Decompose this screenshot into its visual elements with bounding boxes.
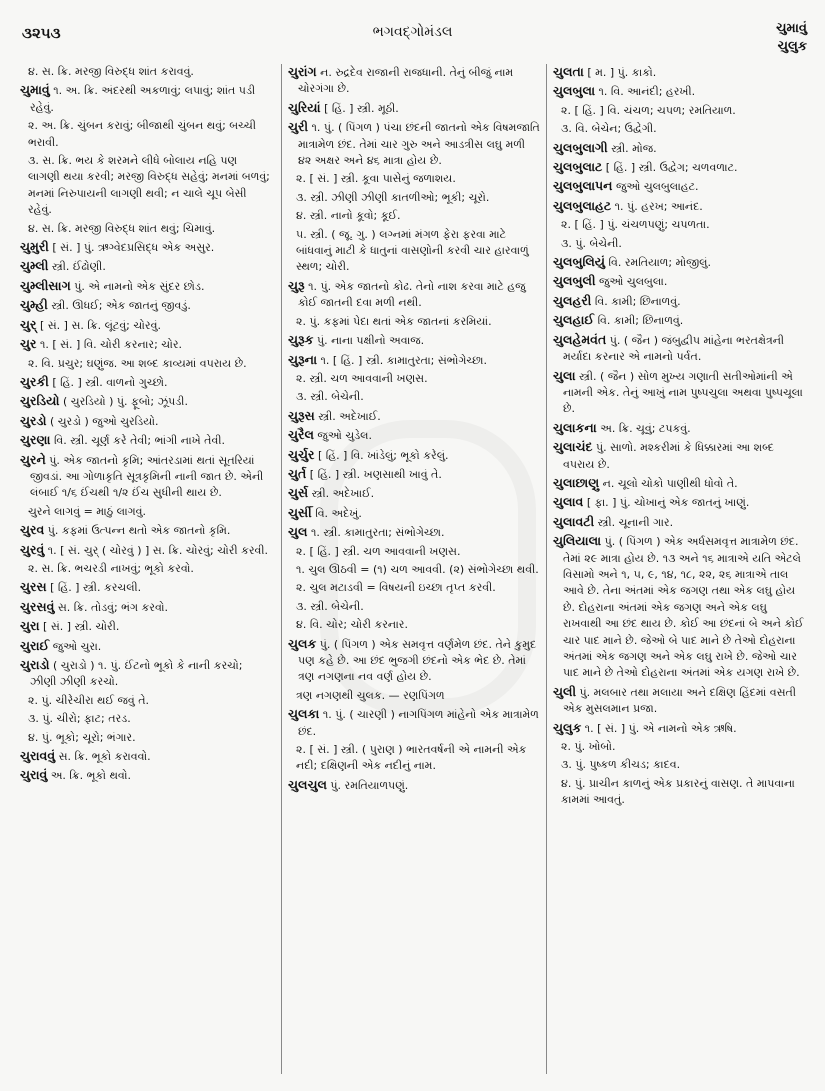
definition-text: સ્ત્રી. ચૂનાની ગાર.: [597, 515, 674, 529]
definition-text: વિ. અદેખું.: [315, 506, 362, 520]
headword: ચુરિયાં: [288, 99, 321, 115]
dictionary-entry: [288, 227, 541, 276]
dictionary-entry: [553, 140, 807, 157]
definition-text: ૪. સ. ક્રિ. મરજી વિરુદ્ધ શાંત થવું; ચિમાવું.: [28, 221, 216, 235]
headword: ચુરડો: [20, 412, 47, 428]
definition-text: [ હિં. ] સ્ત્રી. વાળનો ગુચ્છો.: [52, 375, 168, 389]
headword: ચુરૂના: [288, 351, 318, 367]
dictionary-entry: [20, 730, 272, 746]
definition-text: વિ. કામી; છિનાળવું.: [594, 294, 681, 308]
definition-text: ૩. સ્ત્રી. બેચેની.: [296, 390, 364, 404]
definition-text: ૧. પું. એક જાતનો કોઢ. તેનો નાશ કરવા માટે હજુ કોઈ જાતની દવા મળી નથી.: [298, 279, 526, 310]
headword: ચુમ્હી: [20, 297, 48, 313]
headword: ચુલાકના: [553, 419, 597, 435]
dictionary-entry: [288, 544, 541, 560]
headword: ચુરાવું: [20, 767, 48, 783]
dictionary-entry: [20, 504, 272, 520]
dictionary-entry: [20, 561, 272, 577]
dictionary-entry: [553, 420, 807, 437]
headword: ચુરૂ: [288, 277, 305, 293]
dictionary-entry: [288, 447, 541, 464]
definition-text: ૩. પું. બેચેની.: [561, 236, 622, 250]
dictionary-entry: [553, 273, 807, 290]
dictionary-entry: [20, 118, 272, 151]
definition-text: ૨. [ સં. ] સ્ત્રી. ( પુરાણ ) ભારતવર્ષની એ નામની એક નદી; દક્ષિણની એક નદીનું નામ.: [296, 743, 527, 773]
dictionary-entry: [553, 217, 807, 233]
dictionary-entry: [288, 314, 541, 330]
dictionary-entry: [288, 64, 541, 98]
headword: ચુલુક: [553, 719, 582, 735]
definition-text: ૪. વિ. ચોર; ચોરી કરનાર.: [296, 618, 408, 632]
dictionary-entry: [20, 82, 272, 116]
dictionary-entry: [288, 636, 541, 686]
definition-text: ૪. પું. ભૂકો; ચૂરો; ભંગાર.: [28, 730, 136, 744]
headword: ચુરૈલ: [288, 427, 314, 443]
headword: ચુલાવટી: [553, 513, 595, 529]
definition-text: વિ. રમતિયાળ; મોજીલું.: [608, 256, 711, 270]
dictionary-entry: [553, 236, 807, 252]
definition-text: ૩. વિ. બેચેન; ઉદ્વેગી.: [561, 122, 657, 136]
definition-text: [ હિં. ] વિ. ખાંડેલું; ભૂકો કરેલું.: [317, 448, 449, 462]
dictionary-entry: [553, 368, 807, 418]
definition-text: ૨. [ હિં. ] સ્ત્રી. ચળ આવવાની ખણસ.: [296, 544, 461, 558]
dictionary-entry: [553, 533, 807, 682]
headword: ચુરૂસ: [288, 407, 315, 423]
definition-text: ન. ચૂલો ચોકો પાણીથી ધોવો તે.: [602, 476, 738, 490]
dictionary-entry: [553, 103, 807, 119]
definition-text: ૨. પું. ચીરેચીરા થઈ જવું તે.: [28, 693, 150, 707]
dictionary-entry: [288, 389, 541, 405]
definition-text: ૧. [ સં. ] વિ. ચોરી કરનાર; ચોર.: [39, 338, 183, 352]
definition-text: ન. રુદ્રદેવ રાજાની રાજધાની. તેનું બીજું નામ ચોરગંગા છે.: [298, 66, 514, 96]
headword: ચુલાછાણુ: [553, 474, 600, 490]
definition-text: ૨. સ. ક્રિ. ભચરડી નાખવું; ભૂકો કરવો.: [28, 561, 194, 575]
dictionary-entry: [288, 706, 541, 740]
definition-text: ૫. સ્ત્રી. ( જૂ. ગુ. ) લગ્નમાં મંગળ ફેરા ફરવા માટે બાંધવાનું માટી કે ધાતુનાં વાસણોની કરવી ચાર હારવાળું સ્થળ; ચોરી.: [296, 227, 529, 274]
dictionary-entry: [553, 720, 807, 737]
dictionary-entry: [553, 121, 807, 137]
column-1: [20, 64, 272, 1084]
dictionary-entry: [20, 278, 272, 295]
headword: ચુલબુલી: [553, 273, 596, 289]
definition-text: ૧. વિ. આનંદી; હરખી.: [598, 85, 696, 99]
dictionary-entry: [20, 711, 272, 727]
headword: ચુમાવું: [20, 82, 50, 98]
definition-text: ૧. ચુલ ઊઠવી = (૧) ચળ આવવી. (૨) સંભોગેચ્છા થવી.: [296, 562, 539, 576]
definition-text: અ. ક્રિ. ચૂવું; ટપકવું.: [600, 421, 691, 435]
headword: ચુલતા: [553, 64, 584, 79]
headword: ચુલબુલાટ: [553, 159, 603, 175]
definition-text: પું. ( જૈન ) જંબુદ્વીપ માંહેના ભરતક્ષેત્રની મર્યાદા કરનાર એ નામનો પર્વત.: [563, 333, 785, 364]
definition-text: ૧. પું. ( પિંગળ ) પંચા છંદની જાતનો એક વિષમજાતિ માત્રામેળ છંદ. તેમાં ચાર ગુરુ અને આડત્રીસ લઘુ મળી ૪૨ અક્ષર અને ૪૬ માત્રા હોય છે.: [298, 121, 540, 168]
definition-text: ૨. [ હિં. ] પું. ચંચળપણું; ચપળતા.: [561, 218, 710, 232]
headword: ચુલક: [288, 635, 317, 651]
definition-text: પું. રમતિયાળપણું.: [330, 778, 409, 792]
definition-text: ત્રણ નગણથી ચુલક. — રણપિંગળ: [296, 688, 445, 702]
dictionary-entry: [20, 317, 272, 334]
headword: ચુર્સી: [288, 504, 312, 520]
definition-text: સ્ત્રી. ઊધઈ; એક જાતનું જીવડું.: [51, 299, 191, 313]
dictionary-entry: [20, 374, 272, 391]
definition-text: સ્ત્રી. અદેખાઈ.: [318, 409, 381, 423]
dictionary-entry: [288, 485, 541, 502]
dictionary-entry: [288, 427, 541, 444]
headword: ચુલાચંદ: [553, 439, 593, 455]
definition-text: ૧. પું. હરખ; આનંદ.: [614, 199, 703, 213]
definition-text: ૧. પું. ( ચારણી ) નાગપિંગળ માંહેનો એક માત્રામેળ છંદ.: [298, 708, 539, 738]
definition-text: [ ફા. ] પું. ચોખાનું એક જાતનું ખાણું.: [586, 496, 750, 510]
definition-text: સ. ક્રિ. તોડવું; ભંગ કરવો.: [57, 600, 169, 614]
headword: ચુલ: [288, 524, 308, 540]
headword: ચુર્: [20, 316, 37, 332]
dictionary-entry: [20, 657, 272, 691]
definition-text: જુઓ ચુલબુલા.: [599, 275, 668, 289]
headword: ચુરડિયો: [20, 393, 60, 409]
headword: ચુરણા: [20, 432, 51, 448]
headword: ચુરૂક: [288, 332, 314, 348]
definition-text: ૧. અ. ક્રિ. અંદરથી અકળાવું; લપાવું; શાંત પડી રહેવું.: [30, 84, 256, 114]
dictionary-entry: [553, 159, 807, 176]
headword: ચુલબુલા: [553, 83, 596, 99]
dictionary-entry: [288, 352, 541, 369]
dictionary-entry: [553, 776, 807, 809]
dictionary-entry: [288, 190, 541, 206]
dictionary-entry: [288, 505, 541, 522]
dictionary-entry: [288, 208, 541, 224]
definition-text: ૩. સ્ત્રી. બેચેની.: [296, 599, 364, 613]
definition-text: ૪. સ્ત્રી. નાનો કૂવો; કૂઈ.: [296, 209, 401, 223]
definition-text: ૪. પું. પ્રાચીન કાળનું એક પ્રકારનું વાસણ. તે માપવાના કામમાં આવતું.: [561, 776, 795, 807]
dictionary-entry: [20, 748, 272, 765]
definition-text: સ્ત્રી. મોજ.: [611, 141, 657, 155]
dictionary-entry: [553, 494, 807, 511]
definition-text: જુઓ ચુલબુલાહટ.: [615, 180, 699, 194]
column-3: [553, 64, 807, 1084]
dictionary-entry: [20, 618, 272, 635]
headword: ચુર્સ: [288, 485, 309, 501]
dictionary-entry: [20, 297, 272, 314]
dictionary-entry: [553, 475, 807, 492]
dictionary-entry: [288, 171, 541, 187]
dictionary-entry: [20, 356, 272, 372]
definition-text: [ સં. ] પું. ઋગ્વેદપ્રસિદ્ધ એક અસુર.: [52, 241, 215, 255]
column-divider: [281, 64, 282, 1074]
headword: ચુલિયાલા: [553, 533, 602, 549]
dictionary-entry: [553, 178, 807, 195]
page-number: ૩૨૫૩: [22, 24, 61, 42]
dictionary-entry: [288, 617, 541, 633]
headword: ચુરસવું: [20, 598, 55, 614]
headword: ચુમ્લીસાગ: [20, 277, 71, 293]
definition-text: ૨. ચુલ મટાડવી = વિષયની ઇચ્છા તૃપ્ત કરવી.: [296, 581, 496, 595]
page-title: ભગવદ્ગોમંડલ: [372, 24, 453, 40]
dictionary-entry: [288, 580, 541, 596]
column-2: [288, 64, 541, 1084]
dictionary-entry: [553, 64, 807, 81]
definition-text: વિ. કામી; છિનાળવું.: [597, 314, 684, 328]
definition-text: પું. નાના પક્ષીનો અવાજ.: [316, 334, 425, 348]
definition-text: ( ચુરાડો ) ૧. પું. ઈંટનો ભૂકો કે નાની કરચો; ઝીણી ઝીણી કરચો.: [30, 659, 243, 689]
headword: ચુરાંગ: [288, 64, 317, 79]
definition-text: [ મ. ] પું. કાકો.: [587, 66, 657, 79]
dictionary-entry: [288, 742, 541, 775]
definition-text: [ હિં. ] સ્ત્રી. ઉદ્વેગ; ચળવળાટ.: [605, 161, 738, 175]
definition-text: પું. મલબાર તથા મલાયા અને દક્ષિણ હિંદમાં વસતી એક મુસલમાન પ્રજા.: [563, 685, 796, 716]
headword: ચુલચુલ: [288, 776, 327, 792]
dictionary-entry: [288, 119, 541, 169]
dictionary-entry: [20, 64, 272, 80]
definition-text: [ હિં. ] સ્ત્રી. ખણસાથી ખાવું તે.: [309, 467, 442, 481]
dictionary-entry: [20, 767, 272, 784]
definition-text: ( ચુરડો ) જુઓ ચુરડિયો.: [49, 414, 159, 428]
definition-text: ૨. વિ. પ્રચુર; ઘણુંજ. આ શબ્દ કાવ્યમાં વપરાય છે.: [28, 356, 247, 370]
headword: ચુલબુલિયું: [553, 254, 606, 270]
definition-text: પું. સાળો. મશ્કરીમાં કે ધિક્કારમાં આ શબ્દ વપરાય છે.: [563, 441, 774, 471]
headword: ચુરને: [20, 451, 46, 467]
dictionary-entry: [20, 579, 272, 596]
headword: ચુરકી: [20, 373, 49, 389]
headword: ચુરાડો: [20, 657, 50, 672]
dictionary-entry: [553, 739, 807, 755]
dictionary-entry: [20, 693, 272, 709]
headword: ચુમ્લી: [20, 258, 49, 274]
definition-text: સ્ત્રી. અદેખાઈ.: [311, 487, 375, 501]
definition-text: સ્ત્રી. ઈંઢોણી.: [51, 260, 106, 274]
definition-text: ૩. સ્ત્રી. ઝીણી ઝીણી કાતળીઓ; ભૂકી; ચૂરો.: [296, 190, 490, 204]
definition-text: જુઓ ચુડેલ.: [317, 429, 372, 443]
dictionary-entry: [20, 393, 272, 410]
definition-text: ૨. સ્ત્રી. ચળ આવવાની ખણસ.: [296, 371, 428, 385]
headword: ચુરવ: [20, 522, 45, 538]
dictionary-entry: [20, 336, 272, 353]
definition-text: ૨. પું. ખોબો.: [561, 740, 616, 754]
dictionary-entry: [20, 599, 272, 616]
definition-text: વિ. સ્ત્રી. ચૂર્ણ કરે તેવી; ભાંગી નાખે તેવી.: [53, 434, 225, 448]
definition-text: પું. ( પિંગળ ) એક અર્ધસમવૃત્ત માત્રામેળ છંદ. તેમાં ૨૯ માત્રા હોય છે. ૧૩ અને ૧૬ માત્રાએ યતિ એટલે વિસામો અને ૧, ૫, ૯, ૧૪, ૧૮, ૨૨, ૨૬ માત્રાએ તાલ આવે છે. તેના અંતમાં એક જગણ તથા એક લઘુ હોય છે. દોહરાના અંતમાં એક જગણ અને એક લઘુ રાખવાથી આ છંદ થાય છે. કોઈ આ છંદનાં બે અને કોઈ ચાર પાદ માને છે. જેઓ બે પાદ માને છે તેઓ દોહરાના અંતમાં એક જગણ અને એક લઘુ રાખે છે. જેઓ ચાર પાદ માને છે તેઓ દોહરાના અંતમાં એક યગણ રાખે છે.: [563, 535, 804, 680]
dictionary-entry: [553, 684, 807, 718]
definition-text: અ. ક્રિ. ભૂકો થવો.: [50, 769, 132, 783]
headword: ચુલબુલાપન: [553, 178, 613, 194]
headword: ચુરવું: [20, 541, 45, 557]
headword: ચુલહાઈ: [553, 312, 595, 328]
dictionary-entry: [288, 332, 541, 349]
dictionary-entry: [20, 542, 272, 559]
definition-text: ૧. સ્ત્રી. કામાતુરતા; સંભોગેચ્છા.: [310, 526, 445, 540]
definition-text: [ હિં. ] સ્ત્રી. મૂઠી.: [324, 101, 399, 115]
headword: ચુરાઈ: [20, 637, 50, 653]
definition-text: પું. એક જાતનો કૃમિ; આંતરડામાં થતાં સૂતરિયાં જીવડાં. આ ગોળાકૃતિ સૂત્રકૃમિની નાની જાત છે. એની લંબાઈ ૧/૬ ઈંચથી ૧/૨ ઈંચ સુધીની થાય છે.: [30, 453, 264, 500]
dictionary-entry: [553, 332, 807, 366]
headword: ચુરાવવું: [20, 748, 56, 764]
dictionary-entry: [288, 777, 541, 794]
definition-text: ૩. સ. ક્રિ. ભય કે શરમને લીધે બોલાય નહિ પણ લાગણી થયા કરવી; મરજી વિરુદ્ધ સહેવું; મનમાં બળવું; મનમાં નિરુપાયની લાગણી થવી; ન ચાલે ચૂપ બેસી રહેવું.: [28, 154, 270, 217]
definition-text: પું. કફમાં ઉત્પન્ન થતો એક જાતનો કૃમિ.: [47, 524, 231, 538]
guide-word-last: ચુલુક: [777, 39, 807, 54]
dictionary-entry: [288, 100, 541, 117]
dictionary-entry: [20, 258, 272, 275]
dictionary-entry: [288, 466, 541, 483]
definition-text: [ સં. ] સ્ત્રી. ચોરી.: [43, 620, 120, 634]
definition-text: ચુરને લાગવું = માઠું લાગવું.: [28, 504, 147, 518]
dictionary-entry: [288, 688, 541, 704]
headword: ચુલકા: [288, 706, 320, 722]
dictionary-entry: [288, 562, 541, 578]
guide-words: [776, 20, 807, 56]
definition-text: [ હિં. ] સ્ત્રી. કરચલી.: [50, 581, 142, 595]
definition-text: સ. ક્રિ. ભૂકો કરાવવો.: [58, 750, 151, 764]
dictionary-entry: [288, 599, 541, 615]
definition-text: ૨. [ સં. ] સ્ત્રી. કૂવા પાસેનું જળાશય.: [296, 172, 456, 186]
headword: ચુમુરી: [20, 239, 49, 255]
headword: ચુલા: [553, 367, 576, 383]
dictionary-entry: [20, 153, 272, 219]
headword: ચુલહરી: [553, 292, 592, 308]
headword: ચુલાવ: [553, 494, 584, 510]
headword: ચુર્ચુર: [288, 446, 315, 462]
dictionary-entry: [288, 371, 541, 387]
dictionary-entry: [553, 293, 807, 310]
dictionary-entry: [553, 254, 807, 271]
definition-text: ( ચુરડિયો ) પું. ફૂબો; ઝૂંપડી.: [63, 395, 188, 409]
dictionary-entry: [288, 408, 541, 425]
guide-word-first: ચુમાવું: [776, 21, 807, 36]
definition-text: ૪. સ. ક્રિ. મરજી વિરુદ્ધ શાંત કરાવવું.: [28, 65, 194, 78]
definition-text: [ સં. ] સ. ક્રિ. લૂંટવું; ચોરવું.: [39, 318, 161, 332]
headword: ચુલબુલાહટ: [553, 197, 612, 213]
dictionary-entry: [20, 522, 272, 539]
definition-text: ૧. [ હિં. ] સ્ત્રી. કામાતુરતા; સંભોગેચ્છા.: [320, 353, 487, 367]
headword: ચુર: [20, 336, 37, 352]
dictionary-entry: [553, 757, 807, 773]
page-header: [14, 20, 811, 60]
definition-text: ૨. પું. કફમાં પેદા થતાં એક જાતનાં કરમિયાં.: [296, 314, 492, 328]
dictionary-entry: [553, 514, 807, 531]
headword: ચુરી: [288, 119, 309, 135]
definition-text: ૨. [ હિં. ] વિ. ચંચળ; ચપળ; રમતિયાળ.: [561, 103, 736, 117]
definition-text: ૧. [ સં. ચુર્ ( ચોરવું ) ] સ. ક્રિ. ચોરવું; ચોરી કરવી.: [47, 543, 269, 557]
definition-text: ૧. [ સં. ] પું. એ નામનો એક ઋષિ.: [584, 721, 737, 735]
dictionary-entry: [553, 312, 807, 329]
dictionary-entry: [288, 278, 541, 312]
headword: ચુલી: [553, 683, 577, 699]
headword: ચુર્ત: [288, 465, 307, 481]
column-divider: [546, 64, 547, 1074]
definition-text: ૨. અ. ક્રિ. ચુંબન કરાવું; બીજાથી ચુંબન થવું; બચ્ચી ભરાવી.: [28, 119, 256, 149]
headword: ચુલહેમવંત: [553, 331, 607, 347]
definition-text: ૩. પું. ચીરો; ફાટ; તરડ.: [28, 712, 131, 726]
dictionary-entry: [288, 524, 541, 541]
definition-text: સ્ત્રી. ( જૈન ) સોળ મુખ્ય ગણાતી સતીઓમાંની એ નામની એક. તેનું આખું નામ પુષ્પચુલા અથવા પુષ્પચૂલા છે.: [563, 369, 803, 416]
dictionary-entry: [20, 413, 272, 430]
definition-text: પું. એ નામનો એક સુંદર છોડ.: [74, 279, 205, 293]
headword: ચુરા: [20, 618, 40, 634]
dictionary-entry: [553, 198, 807, 215]
dictionary-entry: [553, 439, 807, 473]
dictionary-entry: [553, 83, 807, 100]
definition-text: ૩. પું. પુષ્કળ કીચડ; કાદવ.: [561, 758, 681, 772]
headword: ચુરસ: [20, 579, 47, 595]
definition-text: પું. ( પિંગળ ) એક સમવૃત્ત વર્ણમેળ છંદ. તેને કુમુદ પણ કહે છે. આ છંદ ભુજગી છંદનો એક ભેદ છે. તેમાં ત્રણ નગણના નવ વર્ણ હોય છે.: [298, 637, 537, 684]
headword: ચુલબુલાગી: [553, 139, 608, 155]
definition-text: જુઓ ચુરા.: [52, 639, 102, 653]
dictionary-entry: [20, 239, 272, 256]
dictionary-entry: [20, 452, 272, 502]
dictionary-entry: [20, 638, 272, 655]
dictionary-entry: [20, 221, 272, 237]
dictionary-entry: [20, 432, 272, 449]
